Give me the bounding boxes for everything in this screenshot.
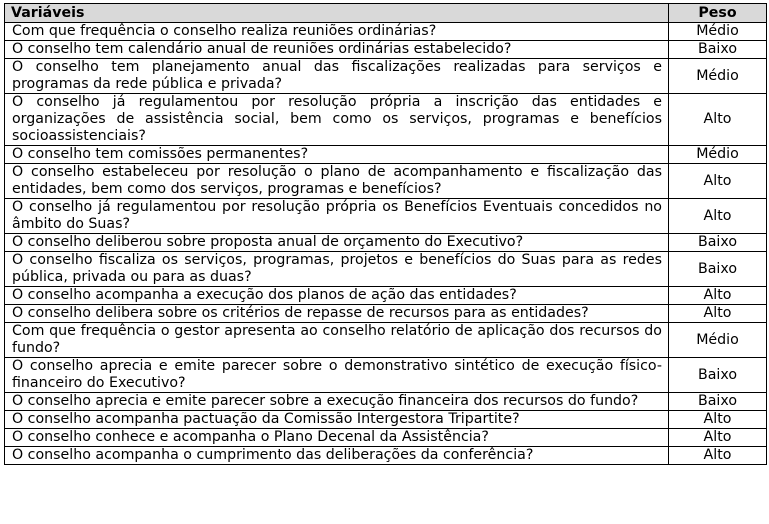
weight-cell: Alto [669, 429, 767, 447]
table-header-row [5, 4, 767, 23]
weight-cell: Alto [669, 287, 767, 305]
table-row [5, 252, 767, 287]
weight-cell: Alto [669, 411, 767, 429]
table-row [5, 447, 767, 465]
weight-cell: Médio [669, 23, 767, 41]
table-row [5, 358, 767, 393]
variables-table-container [4, 3, 766, 465]
variable-cell: O conselho fiscaliza os serviços, programas, projetos e benefícios do Suas para as redes pública, privada ou para as duas? [5, 252, 669, 287]
variable-cell: O conselho delibera sobre os critérios de repasse de recursos para as entidades? [5, 305, 669, 323]
weight-cell: Baixo [669, 252, 767, 287]
header-weight: Peso [669, 4, 767, 23]
weight-cell: Alto [669, 199, 767, 234]
variable-cell: O conselho acompanha o cumprimento das deliberações da conferência? [5, 447, 669, 465]
weight-cell: Baixo [669, 234, 767, 252]
table-row [5, 23, 767, 41]
table-row [5, 94, 767, 146]
variable-cell: Com que frequência o conselho realiza reuniões ordinárias? [5, 23, 669, 41]
variable-cell: O conselho acompanha pactuação da Comissão Intergestora Tripartite? [5, 411, 669, 429]
variable-cell: O conselho já regulamentou por resolução própria os Benefícios Eventuais concedidos no âmbito do Suas? [5, 199, 669, 234]
table-row [5, 287, 767, 305]
table-row [5, 323, 767, 358]
variable-cell: O conselho tem calendário anual de reuniões ordinárias estabelecido? [5, 41, 669, 59]
header-variables: Variáveis [5, 4, 669, 23]
table-row [5, 199, 767, 234]
weight-cell: Alto [669, 164, 767, 199]
variable-cell: O conselho tem planejamento anual das fiscalizações realizadas para serviços e programas da rede pública e privada? [5, 59, 669, 94]
table-row [5, 411, 767, 429]
variable-cell: O conselho estabeleceu por resolução o plano de acompanhamento e fiscalização das entidades, bem como dos serviços, programas e benefícios? [5, 164, 669, 199]
weight-cell: Médio [669, 59, 767, 94]
weight-cell: Baixo [669, 41, 767, 59]
variable-cell: O conselho já regulamentou por resolução própria a inscrição das entidades e organizações de assistência social, bem como os serviços, programas e benefícios socioassistenciais? [5, 94, 669, 146]
variable-cell: O conselho aprecia e emite parecer sobre a execução financeira dos recursos do fundo? [5, 393, 669, 411]
variables-weight-table [4, 3, 767, 465]
table-row [5, 41, 767, 59]
table-row [5, 146, 767, 164]
variable-cell: O conselho conhece e acompanha o Plano Decenal da Assistência? [5, 429, 669, 447]
variable-cell: O conselho acompanha a execução dos planos de ação das entidades? [5, 287, 669, 305]
weight-cell: Baixo [669, 393, 767, 411]
variable-cell: O conselho tem comissões permanentes? [5, 146, 669, 164]
weight-cell: Alto [669, 94, 767, 146]
table-row [5, 429, 767, 447]
variable-cell: O conselho aprecia e emite parecer sobre o demonstrativo sintético de execução físico-financeiro do Executivo? [5, 358, 669, 393]
weight-cell: Médio [669, 323, 767, 358]
variable-cell: O conselho deliberou sobre proposta anual de orçamento do Executivo? [5, 234, 669, 252]
weight-cell: Alto [669, 305, 767, 323]
weight-cell: Médio [669, 146, 767, 164]
weight-cell: Baixo [669, 358, 767, 393]
variable-cell: Com que frequência o gestor apresenta ao conselho relatório de aplicação dos recursos do fundo? [5, 323, 669, 358]
table-row [5, 305, 767, 323]
table-row [5, 234, 767, 252]
weight-cell: Alto [669, 447, 767, 465]
table-row [5, 164, 767, 199]
table-row [5, 59, 767, 94]
table-row [5, 393, 767, 411]
